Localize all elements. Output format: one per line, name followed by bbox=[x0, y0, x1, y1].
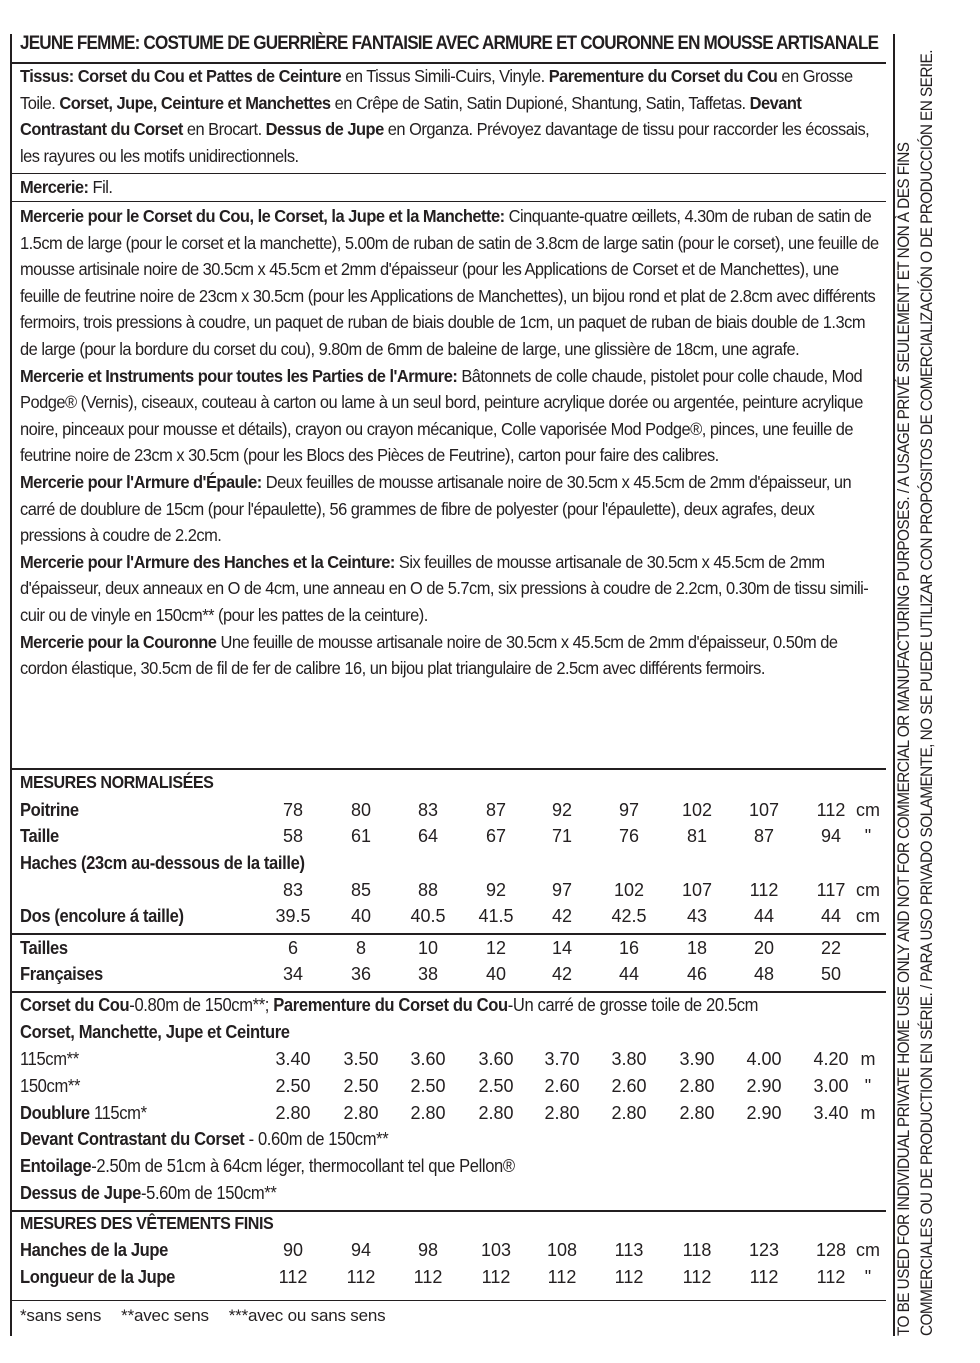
table-cell: 34 bbox=[282, 964, 304, 984]
divider bbox=[10, 1300, 886, 1301]
table-cell: 6 bbox=[287, 938, 298, 958]
unit-cell: cm bbox=[856, 800, 880, 820]
footnote: ***avec ou sans sens bbox=[228, 1306, 386, 1325]
table-cell: 44 bbox=[820, 906, 842, 926]
mercerie-epaule-label: Mercerie pour l'Armure d'Épaule: bbox=[20, 471, 262, 492]
table-cell: 2.80 bbox=[410, 1103, 446, 1123]
table-cell: 2.80 bbox=[679, 1103, 715, 1123]
table-cell: 112 bbox=[816, 800, 846, 820]
tissus-section bbox=[20, 63, 880, 169]
table-cell: 2.50 bbox=[275, 1076, 311, 1096]
tissus-label: Tissus: bbox=[20, 66, 74, 86]
table-cell: 36 bbox=[350, 964, 372, 984]
mercerie-couronne-label: Mercerie pour la Couronne bbox=[20, 631, 217, 652]
table-cell: 67 bbox=[485, 826, 507, 846]
table-cell: 112 bbox=[413, 1267, 443, 1287]
table-cell: 3.60 bbox=[478, 1049, 514, 1069]
row-label: Longueur de la Jupe bbox=[20, 1267, 175, 1287]
table-cell: 103 bbox=[480, 1240, 512, 1260]
unit-cell: m bbox=[860, 1049, 876, 1069]
unit-cell: cm bbox=[856, 906, 880, 926]
table-cell: 112 bbox=[682, 1267, 712, 1287]
mercerie-label: Mercerie: bbox=[20, 177, 89, 197]
row-label: Françaises bbox=[20, 964, 103, 984]
row-label: 115cm** bbox=[20, 1049, 79, 1069]
table-cell: 12 bbox=[485, 938, 507, 958]
table-cell: 46 bbox=[686, 964, 708, 984]
measure-row-poitrine bbox=[20, 800, 886, 826]
row-label: Haches (23cm au-dessous de la taille) bbox=[20, 853, 305, 873]
measure-row-dos bbox=[20, 906, 886, 932]
table-cell: 61 bbox=[350, 826, 372, 846]
corset-cou-line bbox=[20, 995, 886, 1021]
measure-row-hanches-label bbox=[20, 853, 886, 879]
row-label: Poitrine bbox=[20, 800, 79, 820]
table-cell: 85 bbox=[350, 880, 372, 900]
table-cell: 42 bbox=[551, 906, 573, 926]
table-cell: 2.80 bbox=[478, 1103, 514, 1123]
table-cell: 2.80 bbox=[611, 1103, 647, 1123]
row-label: Hanches de la Jupe bbox=[20, 1240, 169, 1260]
table-cell: 3.40 bbox=[813, 1103, 849, 1123]
parementure-label: Parementure du Corset du Cou bbox=[273, 995, 508, 1015]
usage-notice-line: COMMERCIALES OU DE PRODUCTION EN SÉRIE. / PARA USO PRIVADO SOLAMENTE, NO SE PUEDE UTILIZAR CON PROPÓSITOS DE COMERCIALIZACIÓN O DE PRODUCCIÓN EN SERIE. bbox=[918, 50, 936, 1336]
dessus-line bbox=[20, 1183, 886, 1209]
table-cell: 3.90 bbox=[679, 1049, 715, 1069]
usage-notice bbox=[893, 36, 973, 1336]
finis-row-hanches bbox=[20, 1240, 886, 1266]
table-cell: 48 bbox=[753, 964, 775, 984]
table-cell: 50 bbox=[820, 964, 842, 984]
mercerie-corset-text: Cinquante-quatre œillets, 4.30m de ruban de satin de 1.5cm de large (pour le corset et la manchette), 5.00m de ruban de satin de 3.8cm de large satin (pour le corset), une feuille de mousse artisinale noire de 30.5cm x 45.5cm et 2mm d'épaisseur (pour les Applications de Corset et de Manchettes), une feuille de feutrine noire de 23cm x 30.5cm (pour les Applications de Manchettes), un bijou rond et plat de 2.8cm avec différents fermoirs, trois pressions à coudre, un paquet de ruban de biais double de 1cm, un paquet de ruban de biais double de 1.3cm de large (pour la bordure du corset du cou), 9.80m de 6mm de baleine de large, une glissière de 18cm, une agrafe. bbox=[20, 206, 879, 359]
parementure-text: -Un carré de grosse toile de 20.5cm bbox=[507, 995, 759, 1015]
table-cell: 76 bbox=[618, 826, 640, 846]
table-cell: 71 bbox=[551, 826, 573, 846]
table-cell: 42.5 bbox=[611, 906, 647, 926]
tissus-text: en Grosse Toile. bbox=[20, 66, 853, 113]
table-cell: 88 bbox=[417, 880, 439, 900]
table-cell: 97 bbox=[618, 800, 640, 820]
table-cell: 112 bbox=[346, 1267, 376, 1287]
finis-row-longueur bbox=[20, 1267, 886, 1293]
table-cell: 112 bbox=[816, 1267, 846, 1287]
table-cell: 118 bbox=[682, 1240, 712, 1260]
mercerie-hanches-text: Six feuilles de mousse artisanale de 30.5cm x 45.5cm de 2mm d'épaisseur, deux anneaux en O de 4cm, une anneau en O de 5.7cm, six pressions à coudre de 2.2cm, 0.30m de tissu simili-cuir ou de vinyle en 150cm** (pour les pattes de la ceinture). bbox=[20, 551, 869, 625]
row-label bbox=[20, 1129, 388, 1150]
tissus-item: Corset, Jupe, Ceinture et Manchettes bbox=[59, 92, 331, 113]
unit-cell: cm bbox=[856, 1240, 880, 1260]
table-cell: 108 bbox=[546, 1240, 578, 1260]
tailles-fr-row bbox=[20, 964, 886, 990]
table-cell: 102 bbox=[613, 880, 645, 900]
table-cell: 4.20 bbox=[813, 1049, 849, 1069]
yardage-row-150 bbox=[20, 1076, 886, 1102]
table-cell: 42 bbox=[551, 964, 573, 984]
devant-label: Devant Contrastant du Corset bbox=[20, 1129, 245, 1149]
divider bbox=[10, 768, 886, 770]
divider bbox=[10, 933, 886, 935]
entoilage-text: -2.50m de 51cm à 64cm léger, thermocollant tel que Pellon® bbox=[91, 1156, 515, 1176]
table-cell: 4.00 bbox=[746, 1049, 782, 1069]
measure-row-hanches bbox=[20, 880, 886, 906]
table-cell: 113 bbox=[614, 1240, 644, 1260]
table-cell: 44 bbox=[618, 964, 640, 984]
footnote: *sans sens bbox=[20, 1306, 102, 1325]
mercerie-armure-label: Mercerie et Instruments pour toutes les Parties de l'Armure: bbox=[20, 365, 458, 386]
unit-cell: m bbox=[860, 1103, 876, 1123]
tissus-text: en Brocart. bbox=[182, 119, 266, 140]
table-cell: 92 bbox=[485, 880, 507, 900]
yardage-row-doublure bbox=[20, 1103, 886, 1129]
table-cell: 83 bbox=[417, 800, 439, 820]
table-cell: 107 bbox=[748, 800, 780, 820]
table-cell: 64 bbox=[417, 826, 439, 846]
table-cell: 112 bbox=[749, 1267, 779, 1287]
table-cell: 41.5 bbox=[478, 906, 514, 926]
yardage-group-label bbox=[20, 1022, 886, 1048]
table-cell: 107 bbox=[681, 880, 713, 900]
table-cell: 2.80 bbox=[275, 1103, 311, 1123]
tissus-item: Devant Contrastant du Corset bbox=[20, 92, 802, 140]
footnotes bbox=[20, 1306, 405, 1326]
mercerie-corset-section bbox=[20, 203, 880, 682]
table-cell: 128 bbox=[815, 1240, 847, 1260]
mercerie-epaule-text: Deux feuilles de mousse artisanale noire de 30.5cm x 45.5cm de 2mm d'épaisseur, un carré de doublure de 15cm (pour l'épaulette), 56 grammes de fibre de polyester (pour l'épaulette), deux agrafes, deux pressions à coudre de 2.2cm. bbox=[20, 471, 852, 546]
mercerie-couronne-text: Une feuille de mousse artisanale noire de 30.5cm x 45.5cm de 2mm d'épaisseur, 0.50m de cordon élastique, 30.5cm de fil de fer de calibre 16, un bijou plat triangulaire de 2.5cm avec différents fermoirs. bbox=[20, 631, 838, 679]
table-cell: 2.60 bbox=[544, 1076, 580, 1096]
table-cell: 94 bbox=[350, 1240, 372, 1260]
dessus-text: -5.60m de 150cm** bbox=[140, 1183, 277, 1203]
table-cell: 2.50 bbox=[478, 1076, 514, 1096]
mercerie-section bbox=[20, 174, 880, 201]
row-label bbox=[20, 1183, 276, 1204]
table-cell: 2.80 bbox=[343, 1103, 379, 1123]
row-label bbox=[20, 1156, 515, 1177]
dessus-label: Dessus de Jupe bbox=[20, 1183, 141, 1203]
table-cell: 40 bbox=[485, 964, 507, 984]
table-cell: 2.90 bbox=[746, 1076, 782, 1096]
table-cell: 112 bbox=[614, 1267, 644, 1287]
table-cell: 87 bbox=[485, 800, 507, 820]
table-cell: 40.5 bbox=[410, 906, 446, 926]
devant-line bbox=[20, 1129, 886, 1155]
table-cell: 3.00 bbox=[813, 1076, 849, 1096]
table-cell: 3.70 bbox=[544, 1049, 580, 1069]
tailles-row bbox=[20, 938, 886, 964]
table-cell: 44 bbox=[753, 906, 775, 926]
table-cell: 2.50 bbox=[410, 1076, 446, 1096]
table-cell: 2.80 bbox=[544, 1103, 580, 1123]
footnote: **avec sens bbox=[121, 1306, 209, 1325]
table-cell: 2.80 bbox=[679, 1076, 715, 1096]
table-cell: 123 bbox=[748, 1240, 780, 1260]
mercerie-text: Fil. bbox=[88, 177, 113, 197]
table-cell: 102 bbox=[681, 800, 713, 820]
tissus-item: Corset du Cou et Pattes de Ceinture bbox=[77, 66, 342, 86]
table-cell: 117 bbox=[816, 880, 846, 900]
table-cell: 83 bbox=[282, 880, 304, 900]
table-cell: 92 bbox=[551, 800, 573, 820]
unit-cell: " bbox=[864, 826, 872, 846]
entoilage-line bbox=[20, 1156, 886, 1182]
table-cell: 81 bbox=[686, 826, 708, 846]
table-cell: 112 bbox=[481, 1267, 511, 1287]
row-label: Tailles bbox=[20, 938, 68, 958]
tissus-item: Dessus de Jupe bbox=[265, 119, 384, 140]
table-cell: 97 bbox=[551, 880, 573, 900]
yardage-row-115 bbox=[20, 1049, 886, 1075]
corset-cou-text: -0.80m de 150cm**; bbox=[129, 995, 274, 1015]
table-cell: 40 bbox=[350, 906, 372, 926]
table-cell: 22 bbox=[820, 938, 842, 958]
table-cell: 58 bbox=[282, 826, 304, 846]
table-cell: 38 bbox=[417, 964, 439, 984]
entoilage-label: Entoilage bbox=[20, 1156, 92, 1176]
table-cell: 112 bbox=[749, 880, 779, 900]
tissus-text: en Organza. Prévoyez davantage de tissu pour raccorder les écossais, les rayures ou les motifs unidirectionnels. bbox=[20, 119, 870, 166]
table-cell: 20 bbox=[753, 938, 775, 958]
table-cell: 3.80 bbox=[611, 1049, 647, 1069]
unit-cell: cm bbox=[856, 880, 880, 900]
mercerie-corset-label: Mercerie pour le Corset du Cou, le Corset, la Jupe et la Manchette: bbox=[20, 206, 505, 226]
table-cell: 3.40 bbox=[275, 1049, 311, 1069]
tissus-text: en Tissus Simili-Cuirs, Vinyle. bbox=[341, 66, 549, 86]
table-cell: 78 bbox=[282, 800, 304, 820]
row-label bbox=[20, 1103, 147, 1124]
mesures-heading: MESURES NORMALISÉES bbox=[20, 772, 214, 792]
devant-text: - 0.60m de 150cm** bbox=[244, 1129, 389, 1149]
table-cell: 16 bbox=[618, 938, 640, 958]
divider bbox=[10, 991, 886, 993]
usage-notice-line: TO BE USED FOR INDIVIDUAL PRIVATE HOME USE ONLY AND NOT FOR COMMERCIAL OR MANUFACTURING PURPOSES. / A USAGE PRIVÉ SEULEMENT ET NON À DES FINS bbox=[895, 142, 913, 1336]
unit-cell: " bbox=[864, 1267, 872, 1287]
row-label: Taille bbox=[20, 826, 59, 846]
divider bbox=[10, 201, 886, 202]
table-cell: 18 bbox=[686, 938, 708, 958]
table-cell: 3.50 bbox=[343, 1049, 379, 1069]
row-label: 150cm** bbox=[20, 1076, 81, 1096]
corset-cou-label: Corset du Cou bbox=[20, 995, 130, 1015]
row-label: Dos (encolure á taille) bbox=[20, 906, 184, 926]
unit-cell: " bbox=[864, 1076, 872, 1096]
table-cell: 14 bbox=[551, 938, 573, 958]
tissus-item: Parementure du Corset du Cou bbox=[548, 66, 778, 86]
row-label: Corset, Manchette, Jupe et Ceinture bbox=[20, 1022, 290, 1042]
table-cell: 112 bbox=[278, 1267, 308, 1287]
table-cell: 90 bbox=[282, 1240, 304, 1260]
table-cell: 39.5 bbox=[275, 906, 311, 926]
table-cell: 98 bbox=[417, 1240, 439, 1260]
divider bbox=[10, 1210, 886, 1212]
tissus-text: en Crêpe de Satin, Satin Dupioné, Shantung, Satin, Taffetas. bbox=[330, 92, 750, 113]
row-label bbox=[20, 995, 758, 1016]
table-cell: 3.60 bbox=[410, 1049, 446, 1069]
measure-row-taille bbox=[20, 826, 886, 852]
mercerie-hanches-label: Mercerie pour l'Armure des Hanches et la Ceinture: bbox=[20, 551, 395, 572]
finis-heading: MESURES DES VÊTEMENTS FINIS bbox=[20, 1213, 274, 1233]
page-title: JEUNE FEMME: COSTUME DE GUERRIÈRE FANTAISIE AVEC ARMURE ET COURONNE EN MOUSSE ARTISANALE bbox=[20, 33, 879, 54]
table-cell: 2.60 bbox=[611, 1076, 647, 1096]
table-cell: 80 bbox=[350, 800, 372, 820]
table-cell: 10 bbox=[417, 938, 439, 958]
table-cell: 94 bbox=[820, 826, 842, 846]
doublure-text: 115cm* bbox=[89, 1103, 147, 1123]
table-cell: 2.50 bbox=[343, 1076, 379, 1096]
table-cell: 8 bbox=[355, 938, 366, 958]
table-cell: 43 bbox=[686, 906, 708, 926]
table-cell: 112 bbox=[547, 1267, 577, 1287]
doublure-label: Doublure bbox=[20, 1103, 90, 1123]
mercerie-armure-text: Bâtonnets de colle chaude, pistolet pour colle chaude, Mod Podge® (Vernis), ciseaux, couteau à carton ou lame à un seul bord, peinture acrylique dorée ou argentée, peinture acrylique noire, pinceaux pour mousse et détails), crayon ou crayon mécanique, Colle vaporisée Mod Podge®, pinces, une feuille de feutrine noire de 23cm x 30.5cm (pour les Blocs des Pièces de Feutrine), carton pour faire des calibres. bbox=[20, 365, 863, 466]
table-cell: 87 bbox=[753, 826, 775, 846]
table-cell: 2.90 bbox=[746, 1103, 782, 1123]
